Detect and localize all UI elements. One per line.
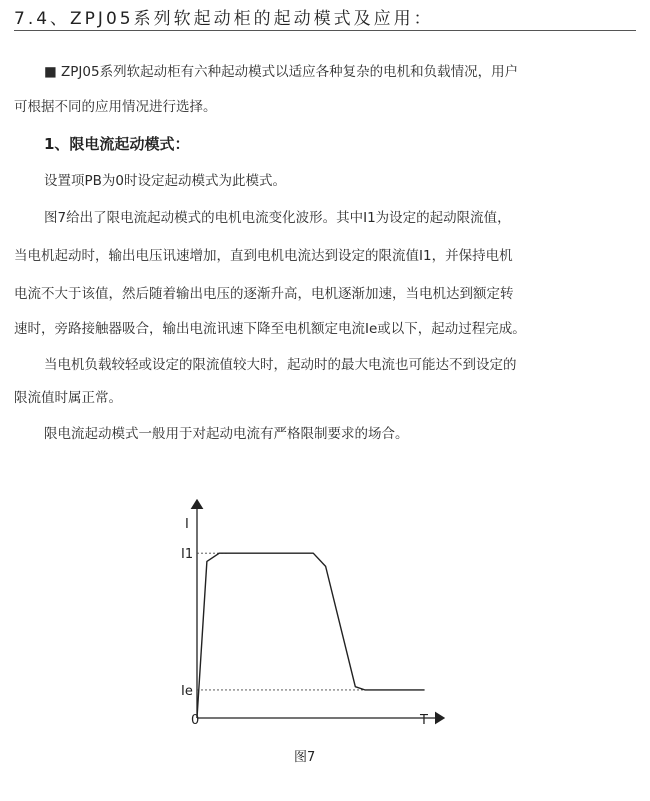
intro-line-1: ■ ZPJ05系列软起动柜有六种起动模式以适应各种复杂的电机和负载情况，用户 — [44, 64, 519, 80]
section-title: 7.4、ZPJ05系列软起动柜的起动模式及应用： — [14, 9, 434, 29]
figure7-caption: 图7 — [294, 750, 316, 765]
mode1-paragraph-3-line-2: 限流值时属正常。 — [14, 390, 122, 406]
title-underline — [14, 30, 636, 31]
mode1-paragraph-2-line-3: 电流不大于该值，然后随着输出电压的逐渐升高，电机逐渐加速，当电机达到额定转 — [14, 286, 514, 302]
current-curve-series-0 — [197, 553, 425, 718]
origin-label: 0 — [191, 713, 200, 728]
mode1-heading: 1、限电流起动模式： — [44, 135, 190, 153]
mode1-paragraph-2-line-2: 当电机起动时，输出电压讯速增加，直到电机电流达到设定的限流值I1，并保持电机 — [14, 248, 513, 264]
mode1-paragraph-2-line-1: 图7给出了限电流起动模式的电机电流变化波形。其中I1为设定的起动限流值， — [44, 210, 511, 226]
mode1-paragraph-1: 设置项PB为0时设定起动模式为此模式。 — [44, 173, 286, 189]
reference-label-i1: I1 — [181, 547, 194, 563]
figure7-current-waveform-chart — [0, 490, 650, 740]
mode1-paragraph-3-line-1: 当电机负载较轻或设定的限流值较大时，起动时的最大电流也可能达不到设定的 — [44, 357, 517, 373]
y-axis-label: I — [185, 517, 189, 532]
reference-label-ie: Ie — [181, 683, 193, 699]
mode1-paragraph-4: 限电流起动模式一般用于对起动电流有严格限制要求的场合。 — [44, 426, 409, 442]
intro-line-2: 可根据不同的应用情况进行选择。 — [14, 99, 217, 115]
mode1-paragraph-2-line-4: 速时，旁路接触器吸合，输出电流讯速下降至电机额定电流Ie或以下，起动过程完成。 — [14, 321, 526, 337]
x-axis-label: T — [420, 713, 428, 728]
